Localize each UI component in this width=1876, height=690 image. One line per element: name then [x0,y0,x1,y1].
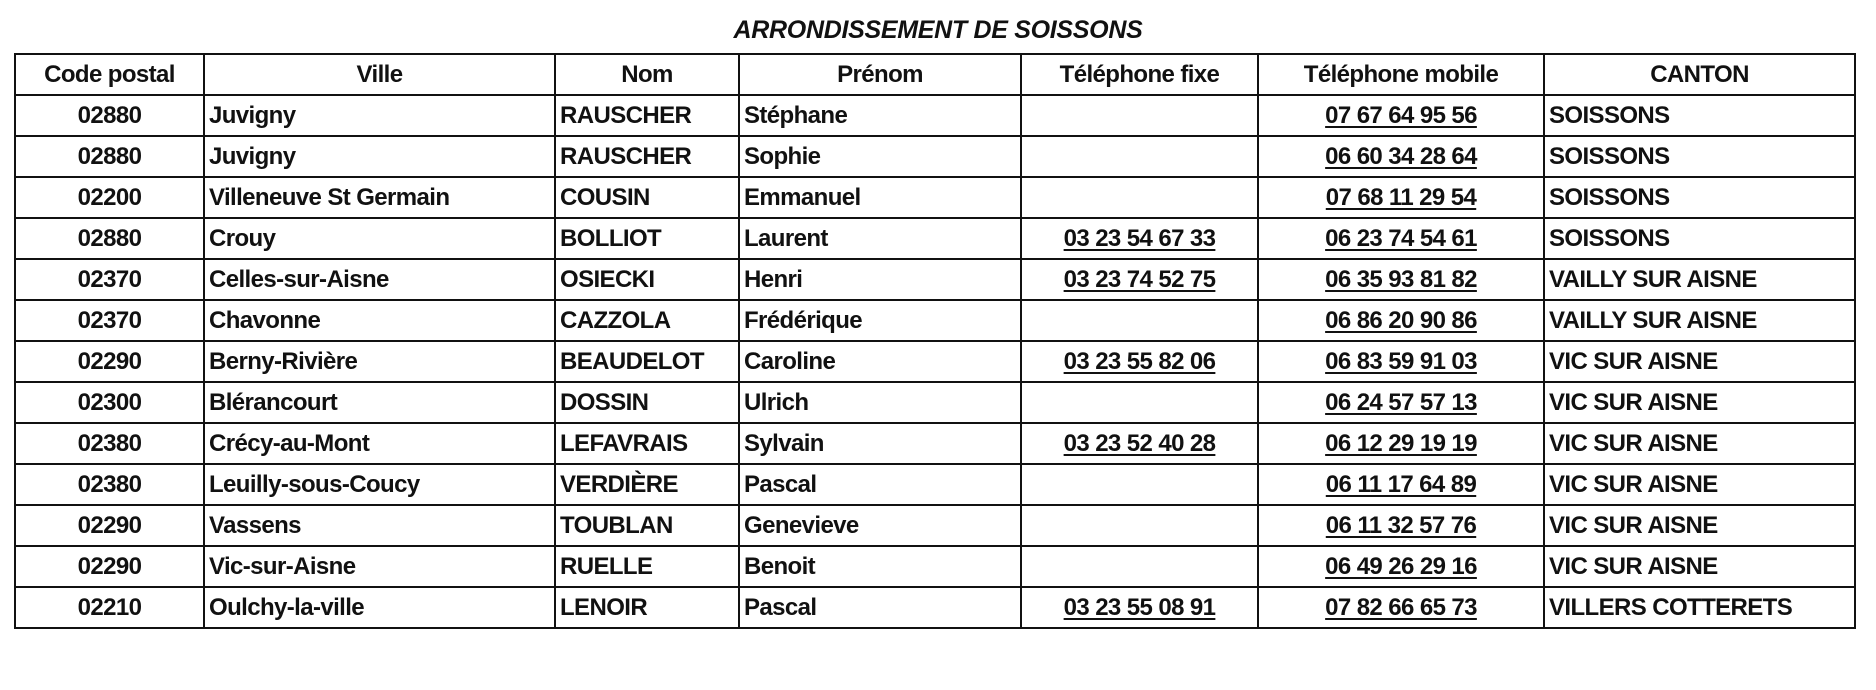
telephone-fixe-cell [1021,218,1258,259]
nom-cell: RAUSCHER [555,95,739,136]
telephone-mobile-link[interactable]: 07 67 64 95 56 [1325,101,1477,129]
prenom-cell: Ulrich [739,382,1021,423]
code-postal-cell: 02370 [15,300,204,341]
table-row [15,95,1855,136]
header-nom: Nom [555,54,739,95]
nom-cell: BOLLIOT [555,218,739,259]
telephone-fixe-cell [1021,423,1258,464]
telephone-fixe-cell [1021,300,1258,341]
code-postal-cell: 02370 [15,259,204,300]
telephone-mobile-cell [1258,177,1544,218]
table-row [15,587,1855,628]
table-row [15,546,1855,587]
table-row [15,177,1855,218]
ville-cell: Berny-Rivière [204,341,555,382]
prenom-cell: Laurent [739,218,1021,259]
nom-cell: DOSSIN [555,382,739,423]
telephone-mobile-cell [1258,95,1544,136]
nom-cell: RAUSCHER [555,136,739,177]
prenom-cell: Caroline [739,341,1021,382]
telephone-mobile-link[interactable]: 06 83 59 91 03 [1325,347,1477,375]
ville-cell: Leuilly-sous-Coucy [204,464,555,505]
table-body [15,95,1855,628]
telephone-mobile-cell [1258,587,1544,628]
nom-cell: LENOIR [555,587,739,628]
ville-cell: Villeneuve St Germain [204,177,555,218]
telephone-fixe-cell [1021,382,1258,423]
nom-cell: LEFAVRAIS [555,423,739,464]
code-postal-cell: 02200 [15,177,204,218]
ville-cell: Juvigny [204,95,555,136]
telephone-fixe-cell [1021,259,1258,300]
header-telephone-mobile: Téléphone mobile [1258,54,1544,95]
telephone-fixe-link[interactable]: 03 23 54 67 33 [1063,224,1216,252]
contacts-table [14,53,1856,629]
table-row [15,218,1855,259]
telephone-mobile-link[interactable]: 06 49 26 29 16 [1325,552,1477,580]
canton-cell: SOISSONS [1544,177,1855,218]
canton-cell: VIC SUR AISNE [1544,505,1855,546]
telephone-mobile-link[interactable]: 06 60 34 28 64 [1325,142,1477,170]
nom-cell: OSIECKI [555,259,739,300]
ville-cell: Juvigny [204,136,555,177]
code-postal-cell: 02880 [15,218,204,259]
table-row [15,136,1855,177]
header-code-postal: Code postal [15,54,204,95]
telephone-mobile-cell [1258,382,1544,423]
prenom-cell: Benoit [739,546,1021,587]
ville-cell: Blérancourt [204,382,555,423]
canton-cell: VAILLY SUR AISNE [1544,300,1855,341]
ville-cell: Vic-sur-Aisne [204,546,555,587]
nom-cell: VERDIÈRE [555,464,739,505]
table-row [15,300,1855,341]
canton-cell: VIC SUR AISNE [1544,423,1855,464]
ville-cell: Crécy-au-Mont [204,423,555,464]
nom-cell: TOUBLAN [555,505,739,546]
canton-cell: VIC SUR AISNE [1544,341,1855,382]
ville-cell: Vassens [204,505,555,546]
nom-cell: BEAUDELOT [555,341,739,382]
telephone-fixe-cell [1021,464,1258,505]
header-prenom: Prénom [739,54,1021,95]
canton-cell: VILLERS COTTERETS [1544,587,1855,628]
telephone-mobile-link[interactable]: 06 24 57 57 13 [1325,388,1477,416]
code-postal-cell: 02380 [15,464,204,505]
code-postal-cell: 02880 [15,136,204,177]
prenom-cell: Pascal [739,587,1021,628]
ville-cell: Oulchy-la-ville [204,587,555,628]
telephone-fixe-cell [1021,546,1258,587]
code-postal-cell: 02210 [15,587,204,628]
prenom-cell: Henri [739,259,1021,300]
telephone-mobile-link[interactable]: 06 35 93 81 82 [1325,265,1477,293]
table-row [15,464,1855,505]
header-ville: Ville [204,54,555,95]
prenom-cell: Sophie [739,136,1021,177]
canton-cell: VIC SUR AISNE [1544,464,1855,505]
ville-cell: Crouy [204,218,555,259]
telephone-fixe-cell [1021,505,1258,546]
ville-cell: Celles-sur-Aisne [204,259,555,300]
telephone-mobile-cell [1258,136,1544,177]
telephone-mobile-cell [1258,423,1544,464]
telephone-fixe-cell [1021,95,1258,136]
canton-cell: VIC SUR AISNE [1544,546,1855,587]
prenom-cell: Pascal [739,464,1021,505]
telephone-mobile-cell [1258,218,1544,259]
nom-cell: CAZZOLA [555,300,739,341]
telephone-mobile-link[interactable]: 06 23 74 54 61 [1325,224,1477,252]
telephone-mobile-cell [1258,505,1544,546]
telephone-mobile-cell [1258,259,1544,300]
table-row [15,423,1855,464]
prenom-cell: Frédérique [739,300,1021,341]
telephone-mobile-link[interactable]: 06 12 29 19 19 [1325,429,1477,457]
code-postal-cell: 02380 [15,423,204,464]
prenom-cell: Stéphane [739,95,1021,136]
canton-cell: SOISSONS [1544,95,1855,136]
telephone-mobile-link[interactable]: 07 68 11 29 54 [1325,183,1477,211]
prenom-cell: Sylvain [739,423,1021,464]
telephone-mobile-link[interactable]: 06 11 32 57 76 [1325,511,1477,539]
code-postal-cell: 02290 [15,505,204,546]
table-row [15,382,1855,423]
telephone-mobile-link[interactable]: 06 86 20 90 86 [1325,306,1477,334]
telephone-mobile-link[interactable]: 06 11 17 64 89 [1325,470,1477,498]
telephone-fixe-link[interactable]: 03 23 52 40 28 [1063,429,1216,457]
table-row [15,505,1855,546]
header-row [15,54,1855,95]
telephone-fixe-cell [1021,587,1258,628]
canton-cell: VIC SUR AISNE [1544,382,1855,423]
code-postal-cell: 02300 [15,382,204,423]
nom-cell: RUELLE [555,546,739,587]
telephone-fixe-cell [1021,136,1258,177]
code-postal-cell: 02290 [15,341,204,382]
code-postal-cell: 02290 [15,546,204,587]
table-row [15,341,1855,382]
telephone-mobile-cell [1258,300,1544,341]
telephone-mobile-cell [1258,464,1544,505]
ville-cell: Chavonne [204,300,555,341]
telephone-fixe-cell [1021,341,1258,382]
canton-cell: SOISSONS [1544,218,1855,259]
telephone-mobile-cell [1258,341,1544,382]
code-postal-cell: 02880 [15,95,204,136]
table-row [15,259,1855,300]
prenom-cell: Emmanuel [739,177,1021,218]
telephone-mobile-cell [1258,546,1544,587]
telephone-fixe-link[interactable]: 03 23 74 52 75 [1063,265,1216,293]
telephone-fixe-cell [1021,177,1258,218]
telephone-fixe-link[interactable]: 03 23 55 82 06 [1063,347,1216,375]
telephone-fixe-link[interactable]: 03 23 55 08 91 [1063,593,1216,621]
canton-cell: SOISSONS [1544,136,1855,177]
prenom-cell: Genevieve [739,505,1021,546]
header-canton: CANTON [1544,54,1855,95]
page-title: ARRONDISSEMENT DE SOISSONS [733,16,1143,44]
header-telephone-fixe: Téléphone fixe [1021,54,1258,95]
telephone-mobile-link[interactable]: 07 82 66 65 73 [1325,593,1477,621]
canton-cell: VAILLY SUR AISNE [1544,259,1855,300]
nom-cell: COUSIN [555,177,739,218]
